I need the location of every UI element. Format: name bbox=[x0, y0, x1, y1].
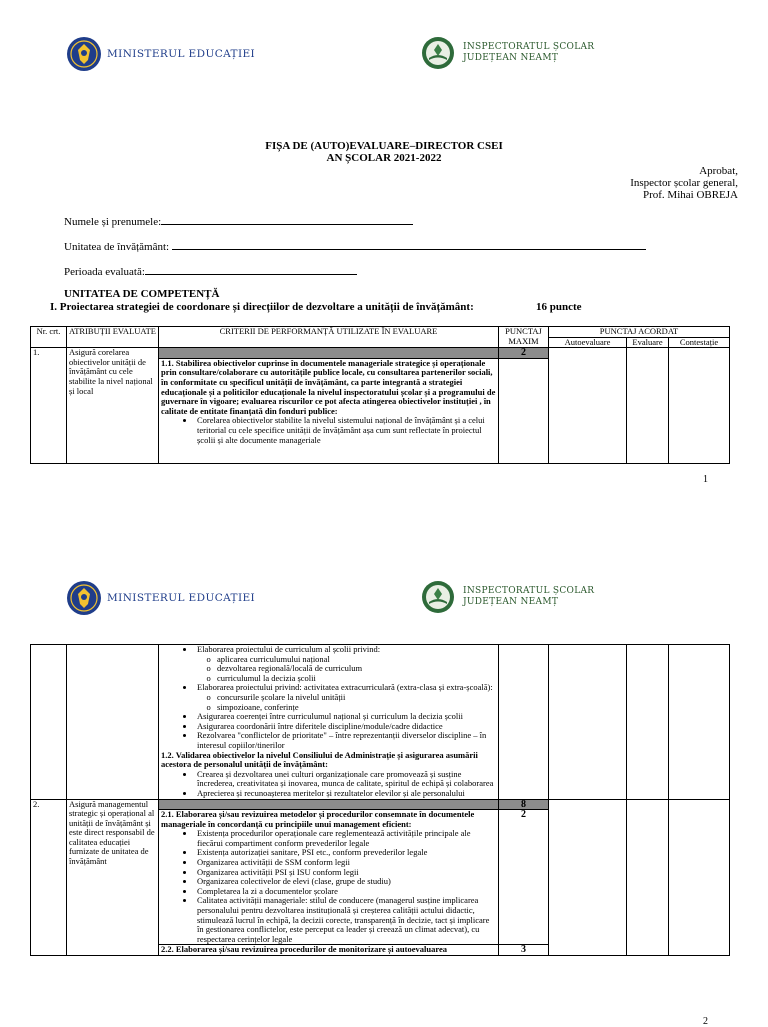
list-item: • Crearea și dezvoltarea unei culturi organizaționale care promovează și susține încrederea, creativitatea și inovarea, munca de calitate, spiritul de echipă și colaborarea bbox=[195, 770, 496, 789]
row2-criteria-band bbox=[159, 799, 499, 810]
header-punctaj-acordat: PUNCTAJ ACORDAT bbox=[549, 327, 730, 338]
ministry-name: MINISTERUL EDUCAȚIEI bbox=[107, 48, 256, 60]
page-number-1: 1 bbox=[703, 474, 708, 485]
competence-unit-subtitle: I. Proiectarea strategiei de coordonare și direcțiilor de dezvoltare a unității de învățământ: 16 puncte bbox=[50, 301, 582, 313]
evaluation-table-page1 bbox=[30, 326, 730, 464]
list-item: o curriculumul la decizia școlii bbox=[215, 674, 496, 684]
list-item: o aplicarea curriculumului național bbox=[215, 655, 496, 665]
header-punctaj-maxim: PUNCTAJ MAXIM bbox=[499, 327, 549, 348]
row1-eval-score[interactable] bbox=[627, 348, 669, 464]
period-field[interactable]: Perioada evaluată: bbox=[64, 264, 357, 278]
cont-criteria bbox=[159, 645, 499, 800]
criterion-2-1: 2.1. Elaborarea și/sau revizuirea metodelor și procedurilor consemnate în documentele manageriale în concordanță cu principiile unui management eficient: bbox=[161, 809, 475, 829]
row1-appeal-score[interactable] bbox=[669, 348, 730, 464]
list-item: • Elaborarea proiectului privind: activitatea extracurriculară (extra-clasa și extra-școală): o concursurile școlare la nivelul unității o simpozioane, conferințe bbox=[195, 683, 496, 712]
evaluation-table-page2 bbox=[30, 644, 730, 956]
period-blank[interactable] bbox=[145, 264, 357, 275]
list-item: • Organizarea colectivelor de elevi (clase, grupe de studiu) bbox=[195, 877, 496, 887]
header-nr: Nr. crt. bbox=[31, 327, 67, 348]
criterion-2-2-points: 3 bbox=[499, 945, 549, 956]
row1-self-score[interactable] bbox=[549, 348, 627, 464]
header-evaluare: Evaluare bbox=[627, 337, 669, 348]
row2-nr: 2. bbox=[31, 799, 67, 956]
inspectorate-logo bbox=[421, 36, 594, 70]
cont-attribute bbox=[67, 645, 159, 800]
list-item: • Corelarea obiectivelor stabilite la nivelul sistemului național de învățământ și a celui teritorial cu cele specifice unității de învățământ așa cum sunt reflectate în proiectul școlii și alte documente manageriale bbox=[195, 416, 496, 445]
list-item: • Asigurarea coerenței între curriculumul național și curriculum la decizia școlii bbox=[195, 712, 496, 722]
inspectorate-name: INSPECTORATUL ȘCOLAR JUDEȚEAN NEAMȚ bbox=[463, 586, 595, 607]
list-item: • Existența procedurilor operaționale care reglementează activitățile principale ale fiecărui compartiment conform prevederilor legale bbox=[195, 829, 496, 848]
name-blank[interactable] bbox=[161, 214, 413, 225]
ministry-name: MINISTERUL EDUCAȚIEI bbox=[107, 592, 256, 604]
approval-block: Aprobat, Inspector școlar general, Prof. Mihai OBREJA bbox=[630, 165, 738, 201]
criterion-2-1-cell bbox=[159, 810, 499, 945]
list-item: • Existența autorizației sanitare, PSI etc., conform prevederilor legale bbox=[195, 848, 496, 858]
header-autoevaluare: Autoevaluare bbox=[549, 337, 627, 348]
inspectorate-seal-icon bbox=[421, 580, 455, 614]
school-field[interactable]: Unitatea de învățământ: bbox=[64, 239, 646, 253]
page1-header bbox=[0, 36, 768, 86]
romania-coat-of-arms-icon bbox=[66, 36, 102, 72]
list-item: • Organizarea activității PSI și ISU conform legii bbox=[195, 868, 496, 878]
row1-nr: 1. bbox=[31, 348, 67, 464]
competence-unit-title: UNITATEA DE COMPETENȚĂ bbox=[64, 288, 220, 300]
ministry-logo bbox=[66, 36, 255, 72]
page2-header bbox=[0, 580, 768, 630]
ministry-logo bbox=[66, 580, 255, 616]
header-contestatie: Contestație bbox=[669, 337, 730, 348]
list-item: • Asigurarea coordonării între diferitele discipline/module/cadre didactice bbox=[195, 722, 496, 732]
page-number-2: 2 bbox=[703, 1016, 708, 1027]
row2-appeal-score[interactable] bbox=[669, 799, 730, 956]
row2-self-score[interactable] bbox=[549, 799, 627, 956]
cont-self-score[interactable] bbox=[549, 645, 627, 800]
list-item: • Elaborarea proiectului de curriculum al școlii privind: o aplicarea curriculumului național o dezvoltarea regională/locală de curriculum o curriculumul la decizia școlii bbox=[195, 645, 496, 683]
romania-coat-of-arms-icon bbox=[66, 580, 102, 616]
inspectorate-logo bbox=[421, 580, 594, 614]
row2-eval-score[interactable] bbox=[627, 799, 669, 956]
list-item: • Organizarea activității de SSM conform legii bbox=[195, 858, 496, 868]
list-item: • Calitatea activității manageriale: stilul de conducere (managerul susține implicarea personalului pentru dezvoltarea instituțională și creșterea calității actului didactic, stimulează lucrul în echipă, la decizii corecte, transparență în decizie, tact și implicare în gestionarea conflictelor, este perceput ca leader și creează un climat adecvat), cu respectarea cerințelor legale bbox=[195, 896, 496, 944]
criterion-2-2: 2.2. Elaborarea și/sau revizuirea procedurilor de monitorizare și autoevaluarea bbox=[159, 945, 499, 956]
criterion-1-1: 1.1. Stabilirea obiectivelor cuprinse în documentele manageriale strategice și operaționale prin consultare/colaborare cu autoritățile publice locale, cu consultarea partenerilor sociali, în conformitate cu specificul unității de învățământ, ca parte integrantă a strategiei educaționale și a politicilor educaționale la nivelul inspectoratului școlar și a programului de guvernare în vigoare; evaluarea riscurilor ce pot afecta atingerea obiectivelor instituției , în calitate de entitate finanțată din fonduri publice: bbox=[161, 357, 496, 416]
row1-criteria bbox=[159, 358, 499, 463]
row2-max-points: 8 bbox=[499, 799, 549, 810]
document-title: FIȘA DE (AUTO)EVALUARE–DIRECTOR CSEI AN ȘCOLAR 2021-2022 bbox=[265, 140, 503, 164]
header-criterii: CRITERII DE PERFORMANȚĂ UTILIZATE ÎN EVALUARE bbox=[159, 327, 499, 348]
cont-nr bbox=[31, 645, 67, 800]
row1-attribute: Asigură corelarea obiectivelor unității de învățământ cu cele stabilite la nivel național și local bbox=[67, 348, 159, 464]
criterion-2-1-points: 2 bbox=[499, 810, 549, 945]
cont-eval-score[interactable] bbox=[627, 645, 669, 800]
inspectorate-seal-icon bbox=[421, 36, 455, 70]
row1-criteria-band bbox=[159, 348, 499, 359]
list-item: o dezvoltarea regională/locală de curriculum bbox=[215, 664, 496, 674]
name-field[interactable]: Numele și prenumele: bbox=[64, 214, 413, 228]
list-item: • Rezolvarea "conflictelor de prioritate" – între reprezentanții diverselor discipline – în interesul copiilor/tinerilor bbox=[195, 731, 496, 750]
list-item: • Aprecierea și recunoașterea meritelor și rezultatelor elevilor și ale personalului bbox=[195, 789, 496, 799]
row1-max-points: 2 bbox=[499, 348, 549, 359]
criterion-1-2: 1.2. Validarea obiectivelor la nivelul Consiliului de Administrație și asigurarea asumării acestora de personalul unității de învățământ: bbox=[161, 749, 478, 770]
cont-appeal-score[interactable] bbox=[669, 645, 730, 800]
list-item: o simpozioane, conferințe bbox=[215, 703, 496, 713]
list-item: • Completarea la zi a documentelor școlare bbox=[195, 887, 496, 897]
school-blank[interactable] bbox=[172, 239, 646, 250]
row1-max-cell bbox=[499, 358, 549, 463]
inspectorate-name: INSPECTORATUL ȘCOLAR JUDEȚEAN NEAMȚ bbox=[463, 42, 595, 63]
row2-attribute: Asigură managementul strategic și operațional al unității de învățământ și este direct responsabil de calitatea educației furnizate de unitatea de învățământ bbox=[67, 799, 159, 956]
list-item: o concursurile școlare la nivelul unității bbox=[215, 693, 496, 703]
cont-max-points bbox=[499, 645, 549, 800]
header-atributii: ATRIBUȚII EVALUATE bbox=[67, 327, 159, 348]
